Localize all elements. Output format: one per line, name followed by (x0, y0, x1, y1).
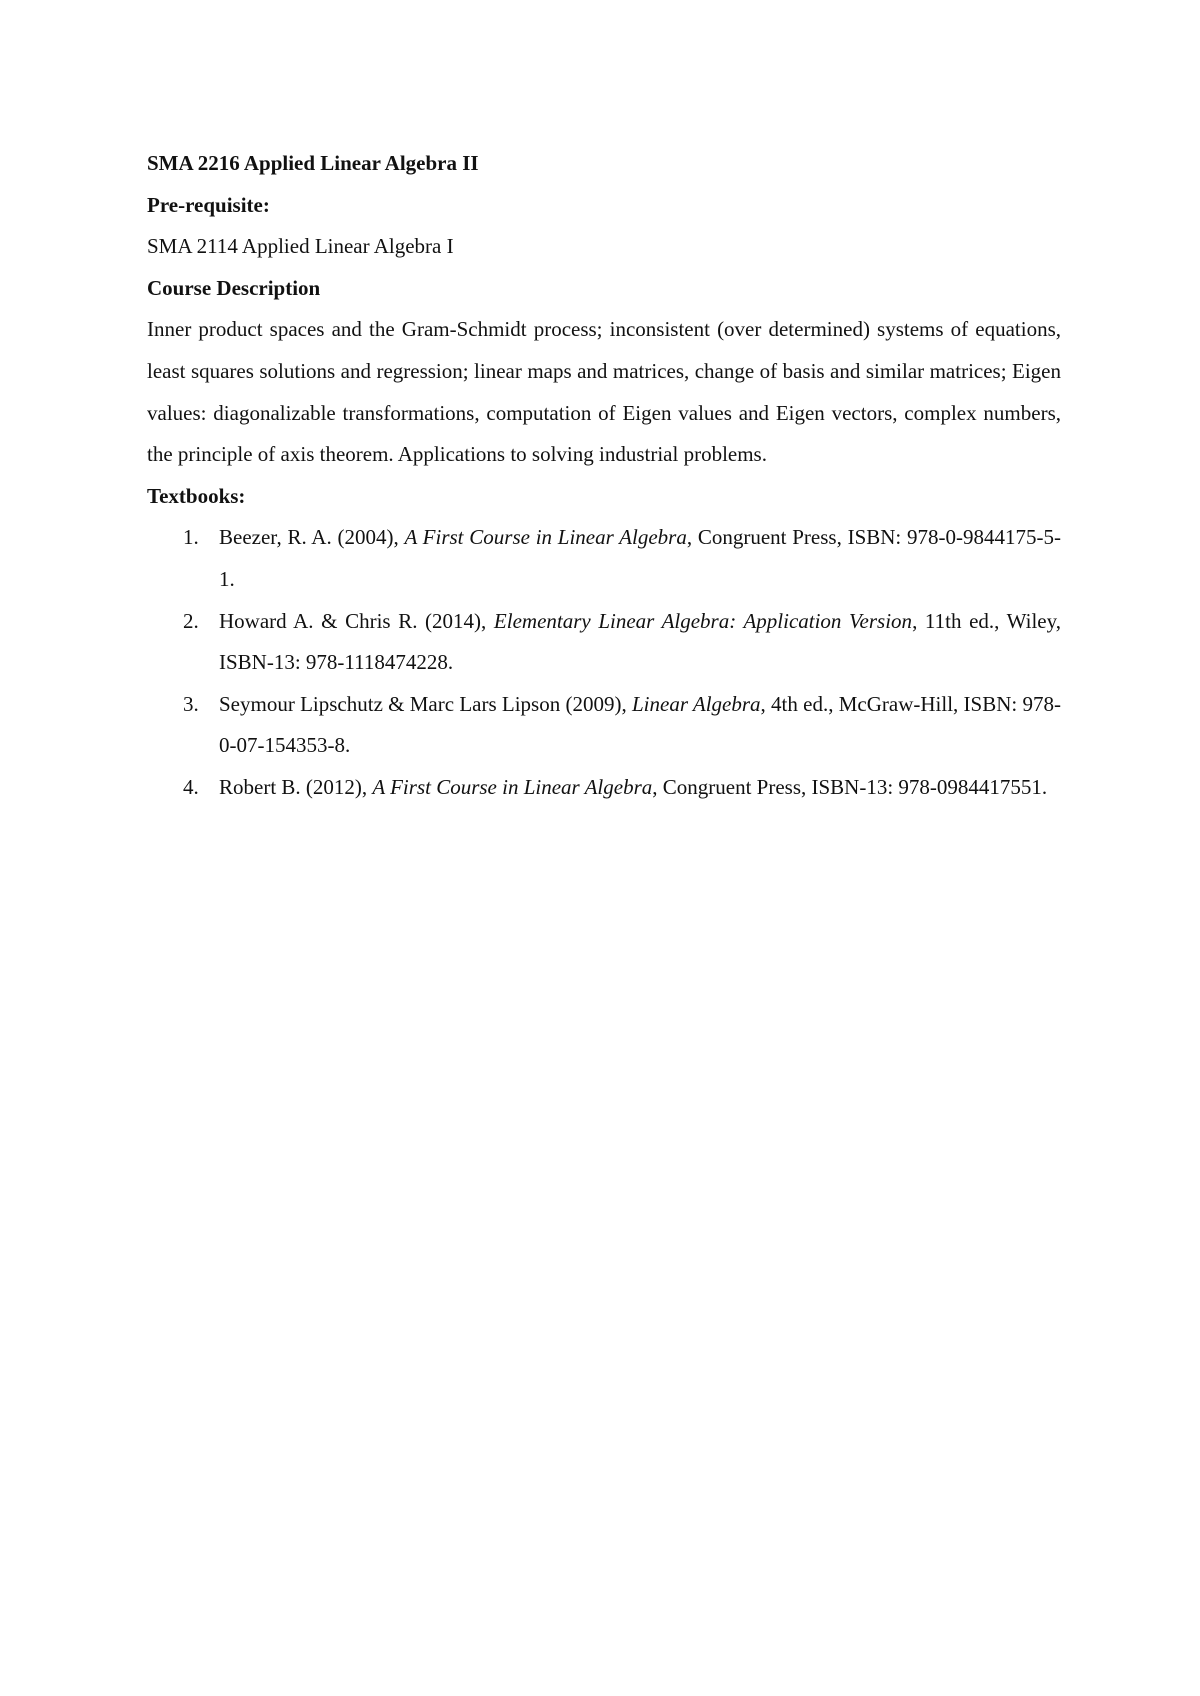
textbook-title: Linear Algebra (632, 691, 761, 716)
textbook-author: Beezer, R. A. (2004), (219, 525, 405, 550)
textbook-author: Howard A. & Chris R. (2014), (219, 608, 494, 633)
textbook-item (147, 601, 1061, 684)
textbook-details: , 4th ed., McGraw-Hill, ISBN: 978-0-07-154353-8. (219, 691, 1061, 758)
textbook-title: Elementary Linear Algebra: Application Version (493, 608, 913, 633)
textbook-item (147, 767, 1061, 809)
course-title: SMA 2216 Applied Linear Algebra II (147, 151, 479, 175)
document-page (147, 143, 1061, 809)
course-description-text: Inner product spaces and the Gram-Schmidt process; inconsistent (over determined) systems of equations, least squares solutions and regression; linear maps and matrices, change of basis and similar matrices; Eigen values: diagonalizable transformations, computation of Eigen values and Eigen vectors, complex numbers, the principle of axis theorem. Applications to solving industrial problems. (147, 317, 1061, 467)
prerequisite-value: SMA 2114 Applied Linear Algebra I (147, 234, 454, 259)
textbook-number: 3. (183, 691, 199, 716)
textbook-author: Seymour Lipschutz & Marc Lars Lipson (2009), (219, 691, 632, 716)
textbook-title: A First Course in Linear Algebra (404, 525, 687, 550)
course-description-heading: Course Description (147, 275, 321, 300)
textbook-title: A First Course in Linear Algebra (372, 774, 653, 799)
textbook-author: Robert B. (2012), (219, 774, 373, 799)
textbook-details: , Congruent Press, ISBN: 978-0-9844175-5-1. (219, 525, 1061, 591)
textbook-number: 2. (183, 608, 199, 633)
prerequisite-heading: Pre-requisite: (147, 192, 270, 217)
textbook-details: , Congruent Press, ISBN-13: 978-0984417551. (652, 774, 1048, 799)
textbook-list (147, 517, 1061, 808)
textbook-item (147, 684, 1061, 767)
textbook-item (147, 517, 1061, 600)
textbooks-heading: Textbooks: (147, 483, 246, 508)
textbook-number: 1. (183, 525, 199, 550)
textbook-number: 4. (183, 774, 199, 799)
textbook-details: , 11th ed., Wiley, ISBN-13: 978-1118474228. (219, 608, 1062, 675)
